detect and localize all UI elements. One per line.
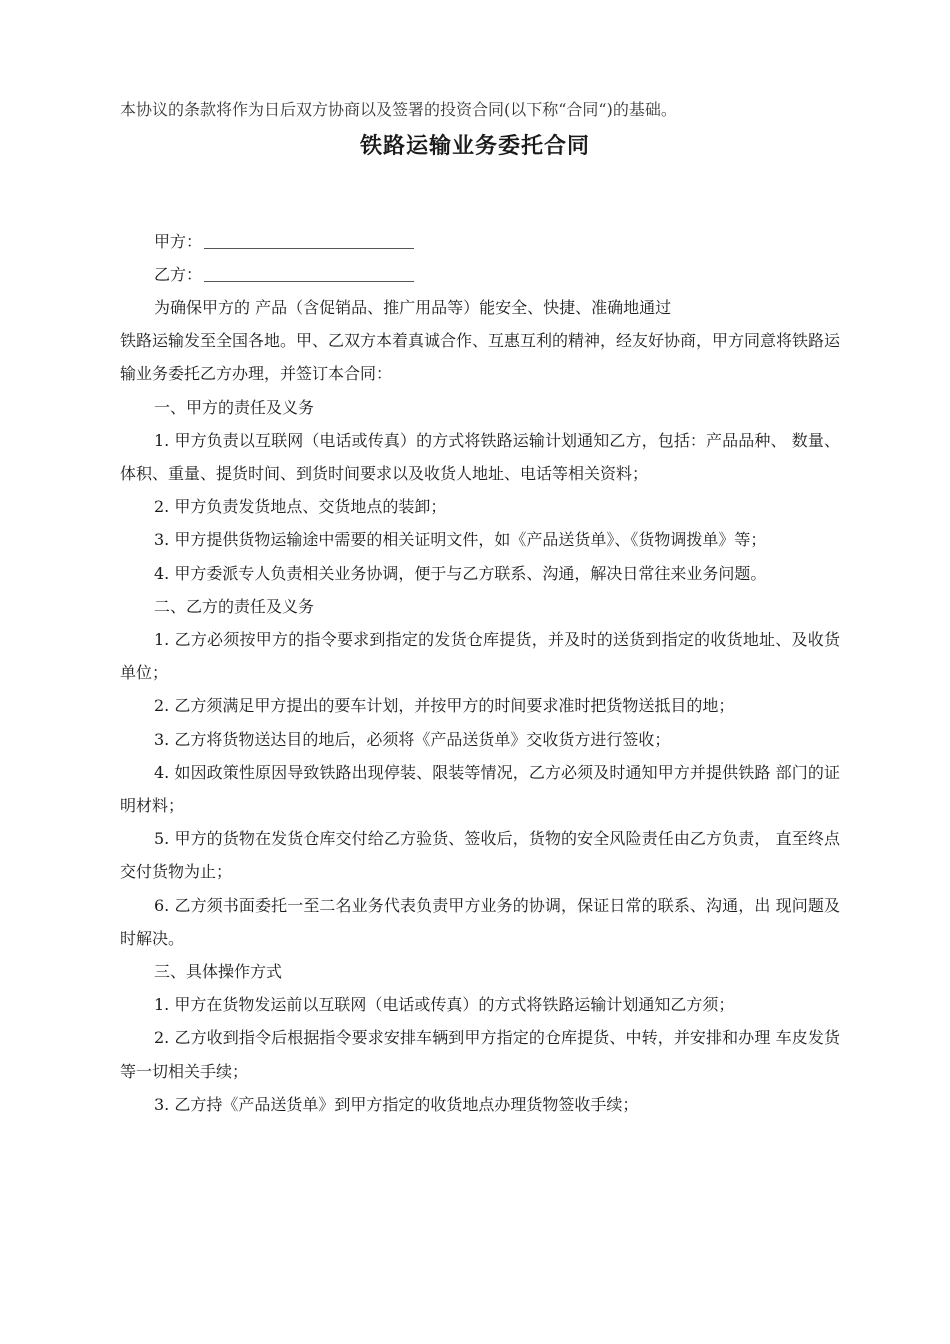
section-2-item: 6. 乙方须书面委托一至二名业务代表负责甲方业务的协调，保证日常的联系、沟通，出 现问题及时解决。 xyxy=(120,895,840,948)
party-b-blank xyxy=(204,263,414,282)
section-2-item: 3. 乙方将货物送达目的地后，必须将《产品送货单》交收货方进行签收； xyxy=(154,729,671,749)
section-3-item: 2. 乙方收到指令后根据指令要求安排车辆到甲方指定的仓库提货、中转，并安排和办理 车皮发货等一切相关手续； xyxy=(120,1028,840,1081)
section-1-heading: 一、甲方的责任及义务 xyxy=(154,397,315,417)
contract-body xyxy=(120,291,840,1121)
party-b-label: 乙方： xyxy=(154,265,203,284)
section-3-item: 3. 乙方持《产品送货单》到甲方指定的收货地点办理货物签收手续； xyxy=(154,1094,639,1114)
intro-paragraph: 铁路运输发至全国各地。甲、乙双方本着真诚合作、互惠互利的精神，经友好协商，甲方同意将铁路运输业务委托乙方办理，并签订本合同： xyxy=(120,331,841,384)
party-a-line xyxy=(154,229,414,255)
intro-line-1: 为确保甲方的 产品（含促销品、推广用品等）能安全、快捷、准确地通过 xyxy=(154,298,672,317)
section-3-item: 1. 甲方在货物发运前以互联网（电话或传真）的方式将铁路运输计划通知乙方须； xyxy=(154,995,735,1015)
section-3-heading: 三、具体操作方式 xyxy=(154,962,283,982)
section-1-item: 3. 甲方提供货物运输途中需要的相关证明文件，如《产品送货单》、《货物调拨单》等； xyxy=(154,530,767,550)
section-1-item: 1. 甲方负责以互联网（电话或传真）的方式将铁路运输计划通知乙方，包括：产品品种、 数量、体积、重量、提货时间、到货时间要求以及收货人地址、电话等相关资料； xyxy=(120,430,840,484)
page-title: 铁路运输业务委托合同 xyxy=(359,134,590,159)
section-2-item: 2. 乙方须满足甲方提出的要车计划，并按甲方的时间要求准时把货物送抵目的地； xyxy=(154,696,735,716)
party-a-label: 甲方： xyxy=(154,232,203,251)
preface-text: 本协议的条款将作为日后双方协商以及签署的投资合同(以下称“合同“)的基础。 xyxy=(120,100,677,119)
section-2-heading: 二、乙方的责任及义务 xyxy=(154,596,315,616)
section-2-item: 5. 甲方的货物在发货仓库交付给乙方验货、签收后，货物的安全风险责任由乙方负责， 直至终点交付货物为止； xyxy=(120,829,840,882)
section-1-item: 2. 甲方负责发货地点、交货地点的装卸； xyxy=(154,497,447,517)
section-2-item: 1. 乙方必须按甲方的指令要求到指定的发货仓库提货，并及时的送货到指定的收货地址、及收货单位； xyxy=(120,630,840,683)
party-a-blank xyxy=(204,230,414,249)
section-1-item: 4. 甲方委派专人负责相关业务协调，便于与乙方联系、沟通，解决日常往来业务问题。 xyxy=(154,563,767,583)
section-2-item: 4. 如因政策性原因导致铁路出现停装、限装等情况，乙方必须及时通知甲方并提供铁路 部门的证明材料； xyxy=(120,762,840,816)
party-b-line xyxy=(154,262,414,288)
